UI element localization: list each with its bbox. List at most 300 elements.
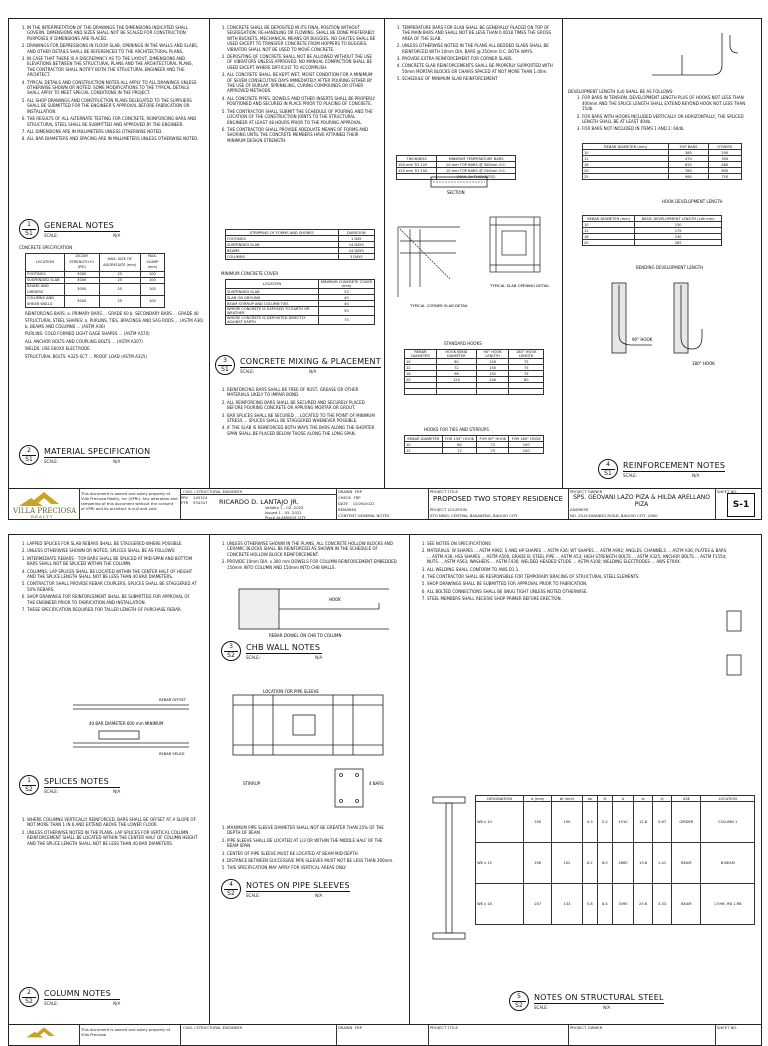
table-row bbox=[583, 174, 742, 180]
table-cell: 3000 bbox=[64, 284, 99, 296]
table-cell: 100 bbox=[140, 271, 164, 277]
detail-bubble: 4 S1 bbox=[598, 459, 618, 479]
table-cell: 3.33 bbox=[653, 884, 672, 925]
table-cell: 1.41 bbox=[653, 843, 672, 884]
slab-note: 5. SCHEDULE OF MINIMUM SLAB REINFORCEMENT bbox=[402, 76, 554, 81]
sheet-cell: SHEET NO. bbox=[717, 1025, 738, 1030]
table-cell: 20 bbox=[583, 168, 669, 174]
table-cell: 12 bbox=[583, 228, 635, 234]
sleeve-note: 5. THIS SPECIFICATION MAY APPLY FOR VERTICAL AREAS ONLY. bbox=[227, 865, 395, 870]
table-cell: 100 bbox=[140, 278, 164, 284]
slab-note: 1. TEMPERATURE BARS FOR SLAB SHALL BE GENERALLY PLACED ON TOP OF THE MAIN BARS AND SHALL NOT BE LESS THAN 0.0018 TIMES THE GROSS AREA OF THE SLAB. bbox=[402, 25, 554, 41]
concrete-note: 3. ALL CONCRETE SHALL BE KEPT WET, MOIST CONDITION FOR A MINIMUM OF SEVEN CONSECUTIVE DAYS IMMEDIATELY AFTER POURING EITHER BY THE USE OF BURLAP, SPRINKLING, CURING COMPOUNDS OR OTHER APPROVED METHODS. bbox=[227, 72, 377, 94]
slab-note: 2. UNLESS OTHERWISE NOTED IN THE PLANS ALL BEDDED SLABS SHALL BE REINFORCED WITH 10mm DIA. BARS @ 250mm O.C. BOTH WAYS. bbox=[402, 43, 554, 54]
general-note: 7. ALL DIMENSIONS ARE IN MILLIMETERS UNLESS OTHERWISE NOTED. bbox=[27, 129, 199, 134]
table-cell: 75 bbox=[509, 371, 544, 377]
table-cell: 8.0 bbox=[597, 843, 612, 884]
table-cell: WHERE CONCRETE IS EXPOSED TO EARTH OR WEATHER bbox=[226, 307, 319, 316]
spec-item: WELDS: USE E60XX ELECTRODE bbox=[25, 346, 90, 352]
mixing-title: CONCRETE MIXING & PLACEMENT bbox=[240, 356, 381, 366]
svg-text:STIRRUP: STIRRUP bbox=[243, 781, 261, 786]
owner-cell: PROJECT OWNER SPS. GEOVANI LAZO PIZA & HILDA ARELLANO PIZA ADDRESS NO. 25-D KINANDO ROAD, BAGUIO CITY, 2600 bbox=[568, 489, 716, 519]
column-header: USE bbox=[672, 796, 701, 802]
table-cell: BEAM bbox=[672, 843, 701, 884]
detail-bubble: 3 S2 bbox=[221, 641, 241, 661]
column-header: tw bbox=[582, 796, 597, 802]
column-header: BASIC DEVELOPMENT LENGTH (Ldh mm) bbox=[635, 216, 722, 222]
table-cell: COLUMNS AND SHEAR WALLS bbox=[26, 296, 65, 308]
development-items bbox=[568, 95, 754, 131]
concrete-notes-list bbox=[209, 25, 381, 143]
svg-text:TYPICAL SLAB OPENING DETAIL: TYPICAL SLAB OPENING DETAIL bbox=[490, 283, 550, 288]
development-table bbox=[582, 143, 742, 180]
table-cell bbox=[405, 389, 437, 395]
table-cell: FOOTINGS bbox=[26, 271, 65, 277]
hook-180-label: 180° HOOK bbox=[692, 361, 715, 366]
table-row bbox=[26, 284, 165, 296]
general-note: 1. IN THE INTERPRETATION OF THE DRAWINGS THE DIMENSIONS INDICATED SHALL GOVERN. DIMENSIONS AND SIZES SHALL NOT BE SCALED FOR CONSTRUCTION PURPOSES IF DIMENSIONS ARE PLACED. bbox=[27, 25, 199, 41]
project-location: STO NINO, CENTRAL BAKAKENG, BAGUIO CITY bbox=[430, 513, 518, 518]
hook-dev-caption: HOOK DEVELOPMENT LENGTH bbox=[662, 199, 723, 204]
column-header: FOR 90° HOOK bbox=[477, 436, 509, 442]
concrete-note: 4. ALL CONCRETE PIPES, DOWELS AND OTHER INSERTS SHALL BE PROPERLY POSITIONED AND SECURED IN PLACE PRIOR TO PLACING OF CONCRETE. bbox=[227, 96, 377, 107]
table-row bbox=[476, 843, 755, 884]
table-cell: 980 bbox=[669, 174, 708, 180]
table-cell: 175 bbox=[635, 228, 722, 234]
svg-text:REBAR SPLICE: REBAR SPLICE bbox=[159, 752, 185, 756]
table-cell: 75 bbox=[318, 316, 374, 325]
table-cell: 206 bbox=[524, 843, 552, 884]
reinforcement-header: 4 S1 REINFORCEMENT NOTES SCALE: N/A bbox=[598, 459, 725, 479]
table-cell: 75 bbox=[477, 442, 509, 448]
detail-bubble: 2 S2 bbox=[19, 987, 39, 1007]
column-header: TOP BARS bbox=[669, 144, 708, 150]
sheet-page-2 bbox=[0, 520, 768, 1037]
splice-drawing bbox=[69, 691, 199, 761]
table-cell: 12 bbox=[405, 365, 437, 371]
column-reinforcement bbox=[562, 19, 761, 489]
general-notes-title: GENERAL NOTES bbox=[44, 220, 114, 230]
table-header-row bbox=[226, 280, 375, 289]
table-cell: 40 bbox=[318, 295, 374, 301]
column-header: LOCATION bbox=[26, 254, 65, 271]
column-general-notes bbox=[9, 19, 210, 489]
svg-text:HOOK: HOOK bbox=[329, 597, 341, 602]
table-cell: FOOTINGS bbox=[226, 236, 339, 242]
table-cell: 102 bbox=[552, 843, 582, 884]
disclaimer: This document is owned and solely property of Villa Preciosa bbox=[81, 1027, 171, 1037]
table-cell: 192 bbox=[476, 371, 509, 377]
table-cell: 16 bbox=[405, 371, 437, 377]
table-cell: SLAB ON GROUND bbox=[226, 295, 319, 301]
splice-notes-list bbox=[9, 541, 203, 612]
hooks-table bbox=[404, 349, 544, 395]
table-cell: 5.2 bbox=[597, 802, 612, 843]
column-header: OTHERS bbox=[708, 144, 741, 150]
chb-note: 1. UNLESS OTHERWISE SHOWN IN THE PLANS, ALL CONCRETE HOLLOW BLOCKS AND CERAMIC BLOCKS SHALL BE REINFORCED AS SHOWN IN THE SCHEDULE OF CONCRETE HOLLOW BLOCK REINFORCEMENT. bbox=[227, 541, 399, 557]
table-cell: 3390 bbox=[612, 884, 633, 925]
sleeve-note: 4. DISTANCE BETWEEN SUCCESSIVE PIPE SLEEVES MUST NOT BE LESS THAN 300mm. bbox=[227, 858, 395, 863]
table-cell: 80 bbox=[509, 377, 544, 383]
hook-bending-drawing bbox=[592, 275, 742, 385]
general-note: 4. TYPICAL DETAILS AND CONSTRUCTION NOTES ALL APPLY TO ALL DRAWINGS UNLESS OTHERWISE SHOWN OR NOTED. SOME MODIFICATIONS TO THE TYPICAL DETAILS SHALL APPLY TO MEET SPECIAL CONDITIONS IN THE PROJECT. bbox=[27, 80, 199, 96]
table-cell bbox=[437, 389, 477, 395]
column-header: 180° HOOK LENGTH bbox=[509, 350, 544, 359]
slab-notes-list bbox=[384, 25, 558, 82]
chb-header: 3 S2 CHB WALL NOTES SCALE: N/A bbox=[221, 641, 322, 661]
table-cell: 25 bbox=[99, 271, 140, 277]
general-note: 2. DRAWINGS FOR DEPRESSIONS IN FLOOR SLAB, OPENINGS IN THE WALLS AND SLABS, AND OTHER DETAILS SHALL BE REFERENCED TO THE ARCHITECTURAL PLANS. bbox=[27, 43, 199, 54]
table-cell: 350 bbox=[708, 156, 741, 162]
rebar-note: 4. IF THE SLAB IS REINFORCED BOTH WAYS THE BARS ALONG THE SHORTER SPAN SHALL BE PLACED BELOW THOSE ALONG THE LONG SPAN. bbox=[227, 425, 377, 436]
owner-cell: PROJECT OWNER bbox=[568, 1025, 716, 1045]
table-cell: (MAX. 3x THICKNESS) bbox=[437, 174, 516, 180]
section-label: SECTION bbox=[447, 190, 465, 195]
spec-item: STRUCTURAL BOLTS: A325-SCT ... PROOF LOAD (ASTM A325) bbox=[25, 353, 148, 359]
table-cell: BEAMS AND GIRDERS bbox=[26, 284, 65, 296]
table-header-row bbox=[26, 254, 165, 271]
detail-bubble: 2 S1 bbox=[19, 445, 39, 465]
mixing-header: 3 S1 CONCRETE MIXING & PLACEMENT SCALE: N/A bbox=[215, 355, 381, 375]
table-row bbox=[26, 296, 165, 308]
table-row bbox=[226, 254, 375, 260]
splice-note: 4. COLUMNS: LAP SPLICES SHALL BE LOCATED WITHIN THE CENTER HALF OF HEIGHT AND THE SPLICE LENGTH SHALL NOT BE LESS THAN 40 BAR DIAMETERS. bbox=[27, 569, 199, 580]
column-header: HOOK BEND DIAMETER bbox=[437, 350, 477, 359]
drawn-cell: DRAWN FRP bbox=[336, 1025, 429, 1045]
table-cell: 75 bbox=[477, 448, 509, 454]
table-cell: BEAMS bbox=[226, 248, 339, 254]
table-row bbox=[405, 448, 544, 454]
table-row bbox=[476, 802, 755, 843]
drawn-cell: DRAWN FRP CHECK FRP DATE 10/26/2022 REMARKS CONTENT GENERAL NOTES bbox=[336, 489, 429, 519]
i-beam-drawing bbox=[429, 793, 469, 943]
column-header: 28-DAY STRENGTH f'c (PSI) bbox=[64, 254, 99, 271]
table-cell: 100 bbox=[509, 442, 544, 448]
column-header: MINIMUM CONCRETE COVER (mm) bbox=[318, 280, 374, 289]
concrete-note: 2. DEPOSITING OF CONCRETE SHALL NOT BE ALLOWED WITHOUT THE USE OF VIBRATORS UNLESS APPROVED. NO MANUAL COMPACTION SHALL BE USED EXCEPT WHERE DIFFICULT TO ACCOMPLISH. bbox=[227, 54, 377, 70]
title-block-2 bbox=[8, 1024, 762, 1046]
engineer-cell: CIVIL / STRUCTURAL ENGINEER bbox=[181, 1025, 337, 1045]
table-row bbox=[583, 240, 722, 246]
table-cell: WHERE CONCRETE IS DEPOSITED DIRECTLY AGAINST EARTH bbox=[226, 316, 319, 325]
steel-note: 4. THE CONTRACTOR SHALL BE RESPONSIBLE FOR TEMPORARY BRACING OF STRUCTURAL STEEL ELEMENTS. bbox=[427, 574, 729, 579]
steel-note: 2. MATERIALS: W SHAPES ... ASTM A992; S AND HP SHAPES ... ASTM A36; WT SHAPES ... ASTM A992; ANGLES, CHANNELS ... ASTM A36; PLATES & BARS ... ASTM A36; HSS SHAPES ... ASTM A500, GRADE B; STEEL PIPE ... ASTM A53; HIGH STRENGTH BOLTS ... ASTM A325; ANCHOR BOLTS ... ASTM F1554; NUTS ... ASTM A563; WASHERS ... ASTM F436; WELDED HEADED STUDS ... ASTM A108; WELDING ELECTRODES ... AWS E70XX. bbox=[427, 548, 729, 564]
column-header: STRIPPING OF FORMS AND SHORES bbox=[226, 230, 339, 236]
hook-detail-drawing bbox=[642, 25, 752, 85]
project-title-cell: PROJECT TITLE bbox=[428, 1025, 569, 1045]
table-cell: 120 bbox=[437, 377, 477, 383]
stripping-table bbox=[225, 229, 375, 260]
title-block bbox=[8, 488, 762, 520]
table-cell: 20 bbox=[583, 240, 635, 246]
table-cell: 150 bbox=[635, 222, 722, 228]
table-cell: 10 mm TOP BARS @ 300mm O.C. bbox=[437, 162, 516, 168]
concrete-spec bbox=[19, 245, 204, 361]
table-row bbox=[226, 307, 375, 316]
table-cell: 285 bbox=[635, 240, 722, 246]
table-cell: 620 bbox=[669, 162, 708, 168]
table-cell: 100 bbox=[552, 802, 582, 843]
table-cell: 100 bbox=[140, 296, 164, 308]
material-spec-header: 2 S1 MATERIAL SPECIFICATION SCALE: N/A bbox=[19, 445, 150, 465]
concrete-spec-table bbox=[25, 253, 165, 308]
chb-note: 2. PROVIDE 10mm DIA. x 300 mm DOWELS FOR COLUMN REINFORCEMENT EMBEDDED 150mm INTO COLUMN AND 150mm INTO CHB WALLS. bbox=[227, 559, 399, 570]
column-header: tf bbox=[597, 796, 612, 802]
logo-sub: REALTY bbox=[31, 514, 54, 519]
column-header: Iy bbox=[653, 796, 672, 802]
table-cell: 14 DAYS bbox=[338, 248, 375, 254]
svg-text:REBAR DOWEL ON CHB TO COLUMN: REBAR DOWEL ON CHB TO COLUMN bbox=[269, 633, 342, 638]
ties-table bbox=[404, 435, 544, 454]
table-cell: 75 bbox=[509, 359, 544, 365]
table-row bbox=[476, 884, 755, 925]
table-cell: W8 x 18 bbox=[476, 884, 524, 925]
table-cell: SUSPENDED SLAB bbox=[26, 278, 65, 284]
table-cell bbox=[509, 389, 544, 395]
steel-title: NOTES ON STRUCTURAL STEEL bbox=[534, 992, 664, 1002]
table-cell: 25 bbox=[99, 278, 140, 284]
steel-notes-list bbox=[409, 541, 733, 602]
table-header-row bbox=[405, 350, 544, 359]
table-cell: 100 bbox=[509, 448, 544, 454]
column-splices bbox=[9, 535, 210, 1025]
table-cell: 100 mm TO 120 bbox=[397, 162, 437, 168]
column-header: DURATION bbox=[338, 230, 375, 236]
svg-text:40 BAR DIAMETER 600 mm MINIMUM: 40 BAR DIAMETER 600 mm MINIMUM bbox=[89, 721, 164, 726]
column-notes-list bbox=[9, 817, 203, 848]
column-header: REBAR DIAMETER (mm) bbox=[583, 216, 635, 222]
engineer-name: RICARDO D. LANTAJO JR. bbox=[219, 498, 299, 506]
steel-note: 1. SEE NOTES ON SPECIFICATIONS. bbox=[427, 541, 729, 546]
spec-item: ALL ANCHOR BOLTS AND COUPLING BOLTS ... (ASTM A307) bbox=[25, 338, 143, 344]
column-header: A bbox=[612, 796, 633, 802]
spec-items bbox=[19, 311, 204, 359]
column-header: FOR 180° HOOK bbox=[509, 436, 544, 442]
chb-dowel-drawing bbox=[229, 579, 399, 639]
logo-cell bbox=[9, 1025, 80, 1045]
chb-title: CHB WALL NOTES bbox=[246, 642, 321, 652]
detail-bubble: 3 S1 bbox=[215, 355, 235, 375]
table-cell: 10 bbox=[583, 222, 635, 228]
splice-note: 6. SHOP DRAWINGS FOR REINFORCEMENT SHALL BE SUBMITTED FOR APPROVAL OF THE ENGINEER PRIOR TO FABRICATION AND INSTALLATION. bbox=[27, 594, 199, 605]
general-notes-header: 1 S1 GENERAL NOTES SCALE: N/A bbox=[19, 219, 120, 239]
column-concrete bbox=[209, 19, 385, 489]
table-cell: 3000 bbox=[64, 271, 99, 277]
column-chb bbox=[209, 535, 410, 1025]
table-cell: 1910 bbox=[612, 802, 633, 843]
table-cell: 1 EHB, RB 1-RB bbox=[701, 884, 755, 925]
sleeve-note: 2. PIPE SLEEVE SHALL BE LOCATED AT L/3 OR WITHIN THE MIDDLE HALF OF THE BEAM SPAN. bbox=[227, 838, 395, 849]
concrete-note: 6. THE CONTRACTOR SHALL PROVIDE ADEQUATE MEANS OF FORMS AND SHORING UNTIL THE CONCRETE MEMBERS HAVE ATTAINED THEIR MINIMUM DESIGN STRENGTH. bbox=[227, 127, 377, 143]
table-cell: COLUMN 1 bbox=[701, 802, 755, 843]
development-item: 3. FOR BARS NOT INCLUDED IN ITEMS 1 AND 2: 60db. bbox=[582, 126, 750, 131]
sleeve-notes-list bbox=[209, 825, 399, 873]
sleeve-note: 1. MAXIMUM PIPE SLEEVE DIAMETER SHALL NOT BE GREATER THAN 25% OF THE DEPTH OF BEAM. bbox=[227, 825, 395, 836]
project-title-cell: PROJECT TITLE PROPOSED TWO STOREY RESIDENCE PROJECT LOCATION STO NINO, CENTRAL BAKAKENG, BAGUIO CITY bbox=[428, 489, 569, 519]
table-cell: 133 bbox=[552, 884, 582, 925]
splice-note: 2. UNLESS OTHERWISE SHOWN OR NOTED, SPLICES SHALL BE AS FOLLOWS: bbox=[27, 548, 199, 553]
owner-address: NO. 25-D KINANDO ROAD, BAGUIO CITY, 2600 bbox=[570, 513, 658, 518]
column-steel bbox=[409, 535, 761, 1025]
steel-table bbox=[475, 795, 755, 925]
column-header: THICKNESS bbox=[397, 156, 437, 162]
column-note: 2. UNLESS OTHERWISE NOTED IN THE PLANS, LAP SPLICES FOR VERTICAL COLUMN REINFORCEMENT SHALL BE LOCATED WITHIN THE CENTER HALF OF COLUMN HEIGHT AND THE SPLICE LENGTH SHALL NOT BE LESS THAN 40 BAR DIAMETERS. bbox=[27, 830, 199, 846]
table-cell: 16 bbox=[583, 162, 669, 168]
table-cell: 3000 bbox=[64, 278, 99, 284]
slab-section-drawing bbox=[429, 171, 489, 197]
column-header: FOR 135° HOOK bbox=[442, 436, 477, 442]
table-cell: 19.8 bbox=[634, 843, 653, 884]
chb-notes-list bbox=[209, 541, 403, 570]
table-cell: 10 bbox=[583, 150, 669, 156]
disclaimer-cell bbox=[79, 1025, 181, 1045]
bend-caption: BENDING DEVELOPMENT LENGTH bbox=[636, 265, 704, 270]
corner-slab-drawing bbox=[390, 207, 556, 317]
general-notes-list bbox=[9, 25, 203, 142]
table-cell: 4.3 bbox=[582, 802, 597, 843]
svg-text:4 BARS: 4 BARS bbox=[369, 781, 384, 786]
ties-title: HOOKS FOR TIES AND STIRRUPS bbox=[424, 427, 489, 432]
development-notes bbox=[568, 89, 754, 134]
table-cell: 470 bbox=[669, 156, 708, 162]
table-cell: 240 bbox=[476, 377, 509, 383]
concrete-note: 5. THE CONTRACTOR SHALL SUBMIT THE SCHEDULE OF POURING AND THE LOCATION OF THE CONSTRUCTION JOINTS TO THE STRUCTURAL ENGINEER AT LEAST 48 HOURS PRIOR TO THE POURING APPROVAL. bbox=[227, 109, 377, 125]
column-header: Ix bbox=[634, 796, 653, 802]
logo-name: VILLA PRECIOSA bbox=[13, 507, 77, 515]
table-cell: 75 bbox=[509, 365, 544, 371]
table-cell: 96 bbox=[437, 371, 477, 377]
table-cell: 230 bbox=[635, 234, 722, 240]
cover-label: MINIMUM CONCRETE COVER bbox=[221, 271, 279, 276]
column-header: REBAR DIAMETER bbox=[405, 350, 437, 359]
table-cell: 5.8 bbox=[582, 884, 597, 925]
table-cell: 12.8 bbox=[634, 802, 653, 843]
table-cell: 380 bbox=[669, 150, 708, 156]
rebar-notes-list bbox=[209, 387, 381, 438]
table-row bbox=[405, 389, 544, 395]
table-cell: 0.87 bbox=[653, 802, 672, 843]
material-spec-title: MATERIAL SPECIFICATION bbox=[44, 446, 151, 456]
table-cell: 60 bbox=[442, 442, 477, 448]
svg-text:TYPICAL CORNER SLAB DETAIL: TYPICAL CORNER SLAB DETAIL bbox=[410, 303, 469, 308]
table-cell: 60 bbox=[437, 359, 477, 365]
detail-bubble: 1 S1 bbox=[19, 219, 39, 239]
general-note: 5. ALL SHOP DRAWINGS AND CONSTRUCTION PLANS DELEGATED TO THE SUPPLIERS SHALL BE SUBMITTED FOR THE ENGINEER'S APPROVAL BEFORE FABRICATION OR INSTALLATION. bbox=[27, 98, 199, 114]
hooks-title: STANDARD HOOKS bbox=[444, 341, 482, 346]
column-header: LOCATION bbox=[226, 280, 319, 289]
table-cell: 150 bbox=[476, 359, 509, 365]
table-cell: 2860 bbox=[612, 843, 633, 884]
basic-development-table bbox=[582, 215, 722, 246]
column-notes-header: 2 S2 COLUMN NOTES SCALE: N/A bbox=[19, 987, 120, 1007]
table-cell: 125 mm TO 150 bbox=[397, 168, 437, 174]
column-header: MINIMUM TEMPERATURE BARS bbox=[437, 156, 516, 162]
splice-note: 1. LAPPED SPLICES FOR SLAB REBARS SHALL BE STAGGERED WHERE POSSIBLE. bbox=[27, 541, 199, 546]
sheet-number: S-1 bbox=[727, 493, 755, 517]
table-cell: 3 DAYS bbox=[338, 254, 375, 260]
splice-note: 5. CONTRACTOR SHALL PROVIDE REBAR COUPLERS, SPLICES SHALL BE STAGGERED AT 50% REBARS. bbox=[27, 581, 199, 592]
sheet-cell: SHEET NO. S-1 bbox=[715, 489, 761, 519]
column-header: LOCATION bbox=[701, 796, 755, 802]
table-cell: 6.2 bbox=[582, 843, 597, 884]
development-item: 2. FOR BARS WITH HOOKS INCLUDED VERTICALLY OR HORIZONTALLY, THE SPLICED LENGTH SHALL BE AT LEAST 40db. bbox=[582, 114, 750, 125]
table-cell: GIRDER bbox=[672, 802, 701, 843]
column-slab bbox=[384, 19, 563, 489]
concrete-spec-label: CONCRETE SPECIFICATION bbox=[19, 245, 73, 250]
concrete-note: 1. CONCRETE SHALL BE DEPOSITED IN ITS FINAL POSITION WITHOUT SEGREGATION, RE-HANDLING OR FLOWING. SHALL BE DONE PREFERABLY WITH BUCKETS, MECHANICAL MEANS OR BUGGIES. NO CHUTES SHALL BE USED EXCEPT TO TRANSFER CONCRETE FROM HOPPERS TO BUGGIES. VIBRATOR SHALL NOT BE USED TO MOVE CONCRETE. bbox=[227, 25, 377, 52]
rebar-note: 1. REINFORCING BARS SHALL BE FREE OF RUST, GREASE OR OTHER MATERIALS LIKELY TO IMPAIR BOND. bbox=[227, 387, 377, 398]
column-header: 90° HOOK LENGTH bbox=[476, 350, 509, 359]
column-note: 1. WHERE COLUMNS VERTICALLY REINFORCED, BARS SHALL BE OFFSET AT A SLOPE OF NOT MORE THAN 1 IN 6 AND EXTEND ABOVE THE LOWER FLOOR. bbox=[27, 817, 199, 828]
general-note: 8. ALL BAR DIAMETERS AND SPACING ARE IN MILLIMETERS UNLESS OTHERWISE NOTED. bbox=[27, 136, 199, 141]
table-row bbox=[226, 316, 375, 325]
table-cell: 14 DAYS bbox=[338, 242, 375, 248]
logo-cell bbox=[9, 489, 80, 519]
table-cell bbox=[476, 389, 509, 395]
project-owner: SPS. GEOVANI LAZO PIZA & HILDA ARELLANO PIZA bbox=[573, 494, 710, 508]
table-cell: SUSPENDED SLAB bbox=[226, 242, 339, 248]
steel-note: 6. ALL BOLTED CONNECTIONS SHALL BE SNUG TIGHT UNLESS NOTED OTHERWISE. bbox=[427, 589, 729, 594]
table-cell: 480 bbox=[708, 162, 741, 168]
splices-header: 1 S2 SPLICES NOTES SCALE: N/A bbox=[19, 775, 120, 795]
table-cell: 10 mm TOP BARS @ 250mm O.C. bbox=[437, 168, 516, 174]
hook-90-label: 90° HOOK bbox=[632, 337, 653, 342]
table-cell: 50 bbox=[318, 307, 374, 316]
table-cell: 200 bbox=[524, 802, 552, 843]
sheet-page-1 bbox=[0, 0, 768, 518]
table-cell: 780 bbox=[669, 168, 708, 174]
table-cell: 12 bbox=[583, 156, 669, 162]
table-cell: 3000 bbox=[64, 296, 99, 308]
steel-header: 5 S2 NOTES ON STRUCTURAL STEEL SCALE: N/A bbox=[509, 991, 664, 1011]
table-cell: 207 bbox=[524, 884, 552, 925]
table-cell: 150 bbox=[476, 365, 509, 371]
project-title: PROPOSED TWO STOREY RESIDENCE bbox=[433, 495, 563, 503]
engineer-cell: CIVIL / STRUCTURAL ENGINEER PRC PTR 145324 534347 RICARDO D. LANTAJO JR. Validity 1 - 02 -2025 Issued 1 - 05 -2022 Place ALAMINOS CITY bbox=[181, 489, 337, 519]
splice-note: 7. THESE SPECIFICATION REQUIRED FOR TALLER LENGTH OF PURCHASE REBAR. bbox=[27, 607, 199, 612]
table-cell: BEAM STIRRUP AND COLUMN TIES bbox=[226, 301, 319, 307]
detail-bubble: 5 S2 bbox=[509, 991, 529, 1011]
sleeve-header: 4 S2 NOTES ON PIPE SLEEVES SCALE: N/A bbox=[221, 879, 350, 899]
steel-note: 7. STEEL MEMBERS SHALL RECEIVE SHOP PRIMER BEFORE ERECTION. bbox=[427, 596, 729, 601]
table-cell: 600 bbox=[708, 168, 741, 174]
table-cell: 16 bbox=[583, 234, 635, 240]
table-cell: 72 bbox=[437, 365, 477, 371]
column-header: MAX. SLUMP (mm) bbox=[140, 254, 164, 271]
column-header: REBAR DIAMETER (mm) bbox=[583, 144, 669, 150]
slab-note: 4. CONCRETE SLAB REINFORCEMENTS SHALL BE PROPERLY SUPPORTED WITH 50mm MORTAR BLOCKS OR CHAIRS SPACED AT NOT MORE THAN 1.00m. bbox=[402, 63, 554, 74]
detail-bubble: 1 S2 bbox=[19, 775, 39, 795]
column-header: MAX. SIZE OF AGGREGATE (mm) bbox=[99, 254, 140, 271]
table-cell: 750 bbox=[708, 174, 741, 180]
column-notes-title: COLUMN NOTES bbox=[44, 988, 111, 998]
detail-bubble: 4 S2 bbox=[221, 879, 241, 899]
splice-note: 3. INTERMEDIATE REBARS - TOP BARS SHALL BE SPLICED AT MID-SPAN AND BOTTOM BARS SHALL NOT BE SPLICED WITHIN THE COLUMN. bbox=[27, 556, 199, 567]
table-cell: 20 bbox=[318, 289, 374, 295]
reinforcement-title: REINFORCEMENT NOTES bbox=[623, 460, 726, 470]
table-cell: BEAM bbox=[672, 884, 701, 925]
table-cell: 25 bbox=[99, 284, 140, 296]
column-header: d (mm) bbox=[524, 796, 552, 802]
spec-item: PURLINS: COLD FORMED LIGHT GAGE SHAPES ... (ASTM A570) bbox=[25, 331, 150, 337]
general-note: 6. THE RESULTS OF ALL ALTERNATE TESTING FOR CONCRETE, REINFORCING BARS AND STRUCTURAL STEEL SHALL BE SUBMITTED AND APPROVED BY THE ENGINEER. bbox=[27, 116, 199, 127]
table-cell: 12 bbox=[405, 448, 443, 454]
pipe-sleeve-drawing bbox=[223, 685, 399, 815]
table-cell: COLUMNS bbox=[226, 254, 339, 260]
sleeve-title: NOTES ON PIPE SLEEVES bbox=[246, 880, 350, 890]
table-cell: 40 bbox=[318, 301, 374, 307]
drawing-frame bbox=[8, 18, 762, 490]
